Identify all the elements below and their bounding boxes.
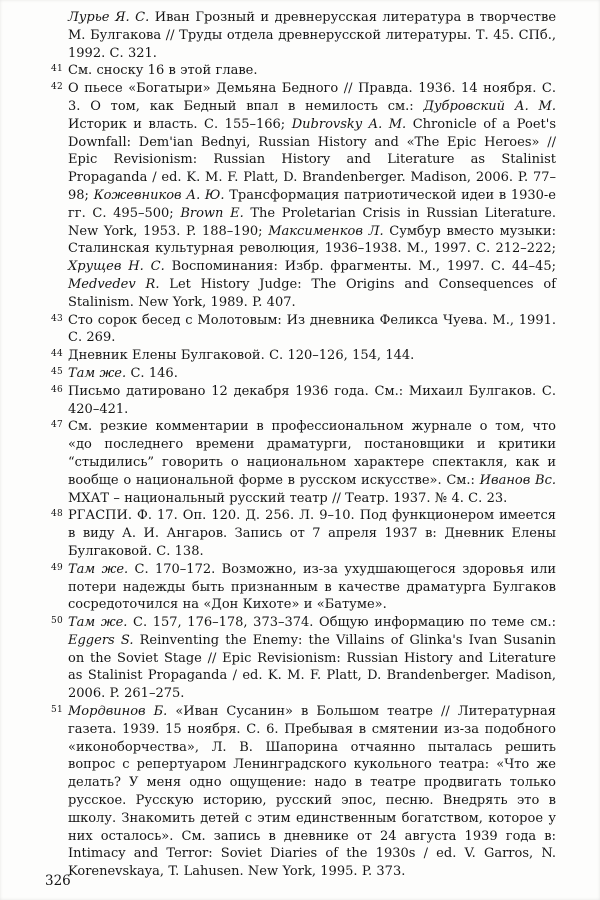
page-number: 326 xyxy=(45,873,71,889)
endnote-text: Там же. С. 146. xyxy=(68,365,178,381)
endnote-number: 46 xyxy=(50,384,63,395)
endnote xyxy=(50,383,556,419)
endnote-number: 42 xyxy=(50,82,63,93)
endnote-text: О пьесе «Богатыри» Демьяна Бедного // Правда. 1936. 14 ноября. С. 3. О том, как Бедный впал в немилость см.: Дубровский А. М. Историк и власть. С. 155–166; Dubrovsky A. M. Chronicle of a Poet's Downfall: Dem'ian Bednyi, Russian History and «The Epic Heroes» // Epic Revisionism: Russian History and Literature as Stalinist Propaganda / ed. K. M. F. Platt, D. Brandenberger. Madison, 2006. P. 77–98; Кожевников А. Ю. Трансформация патриотической идеи в 1930-е гг. С. 495–500; Brown E. The Proletarian Crisis in Russian Literature. New York, 1953. P. 188–190; Максименков Л. Сумбур вместо музыки: Сталинская культурная революция, 1936–1938. М., 1997. С. 212–222; Хрущев Н. С. Воспоминания: Избр. фрагменты. М., 1997. С. 44–45; Medvedev R. Let History Judge: The Origins and Consequences of Stalinism. New York, 1989. P. 407. xyxy=(68,81,557,310)
endnote-text: Там же. С. 170–172. Возможно, из-за ухудшающегося здоровья или потери надежды быть признанным в качестве драматурга Булгаков сосредоточился на «Дон Кихоте» и «Батуме». xyxy=(68,561,556,613)
notes-list xyxy=(50,9,557,881)
endnote-text: См. сноску 16 в этой главе. xyxy=(68,63,258,79)
endnote xyxy=(50,507,556,560)
endnote-text: Мордвинов Б. «Иван Сусанин» в Большом театре // Литературная газета. 1939. 15 ноября. С. 6. Пребывая в смятении из-за подобного «иконоборчества», Л. В. Шапорина отчаянно пыталась решить вопрос с репертуаром Ленинградского кукольного театра: «Что же делать? У меня одно ощущение: надо в театре продвигать только русское. Русскую историю, русский эпос, песню. Внедрять это в школу. Знакомить детей с этим единственным богатством, которое у них осталось». См. запись в дневнике от 24 августа 1939 года в: Intimacy and Terror: Soviet Diaries of the 1930s / ed. V. Garros, N. Korenevskaya, T. Lahusen. New York, 1995. P. 373. xyxy=(68,704,556,880)
endnote-number: 49 xyxy=(50,562,63,573)
endnote-text: Дневник Елены Булгаковой. С. 120–126, 154, 144. xyxy=(68,348,415,364)
endnote-text: Письмо датировано 12 декабря 1936 года. См.: Михаил Булгаков. С. 420–421. xyxy=(68,383,556,417)
endnote xyxy=(50,614,556,703)
endnote-text: Там же. С. 157, 176–178, 373–374. Общую информацию по теме см.: Eggers S. Reinventing the Enemy: the Villains of Glinka's Ivan Susanin on the Soviet Stage // Epic Revisionism: Russian History and Literature as Stalinist Propaganda / ed. K. M. F. Platt, D. Brandenberger. Madison, 2006. P. 261–275. xyxy=(68,615,556,702)
endnote xyxy=(50,62,556,80)
endnote-number: 50 xyxy=(50,616,63,627)
endnote-number: 51 xyxy=(50,705,63,716)
endnote xyxy=(50,347,556,365)
endnote-continuation xyxy=(68,9,556,62)
endnote-number: 43 xyxy=(50,313,63,324)
endnote-number: 41 xyxy=(50,64,63,75)
endnote xyxy=(50,80,557,311)
endnote-text: См. резкие комментарии в профессиональном журнале о том, что «до последнего времени драматурги, постановщики и критики “стыдились” говорить о национальном характере спектакля, как и вообще о национальной форме в русском искусстве». См.: Иванов Вс. МХАТ – национальный русский театр // Театр. 1937. № 4. С. 23. xyxy=(68,419,556,506)
endnote-number: 48 xyxy=(50,509,63,520)
endnote xyxy=(50,365,556,383)
endnote xyxy=(50,312,556,348)
endnote xyxy=(50,561,556,614)
endnote-number: 45 xyxy=(50,366,63,377)
endnote-text: РГАСПИ. Ф. 17. Оп. 120. Д. 256. Л. 9–10. Под функционером имеется в виду А. И. Ангаров. Запись от 7 апреля 1937 в: Дневник Елены Булгаковой. С. 138. xyxy=(68,508,556,559)
endnote xyxy=(50,703,556,881)
endnote-text: Сто сорок бесед с Молотовым: Из дневника Феликса Чуева. М., 1991. С. 269. xyxy=(68,312,556,346)
endnote-number: 44 xyxy=(50,349,63,360)
endnote-text: Лурье Я. С. Иван Грозный и древнерусская литература в творчестве М. Булгакова // Труды отдела древнерусской литературы. Т. 45. СПб., 1992. С. 321. xyxy=(68,10,557,61)
endnote xyxy=(50,418,556,507)
endnote-number: 47 xyxy=(50,420,63,431)
